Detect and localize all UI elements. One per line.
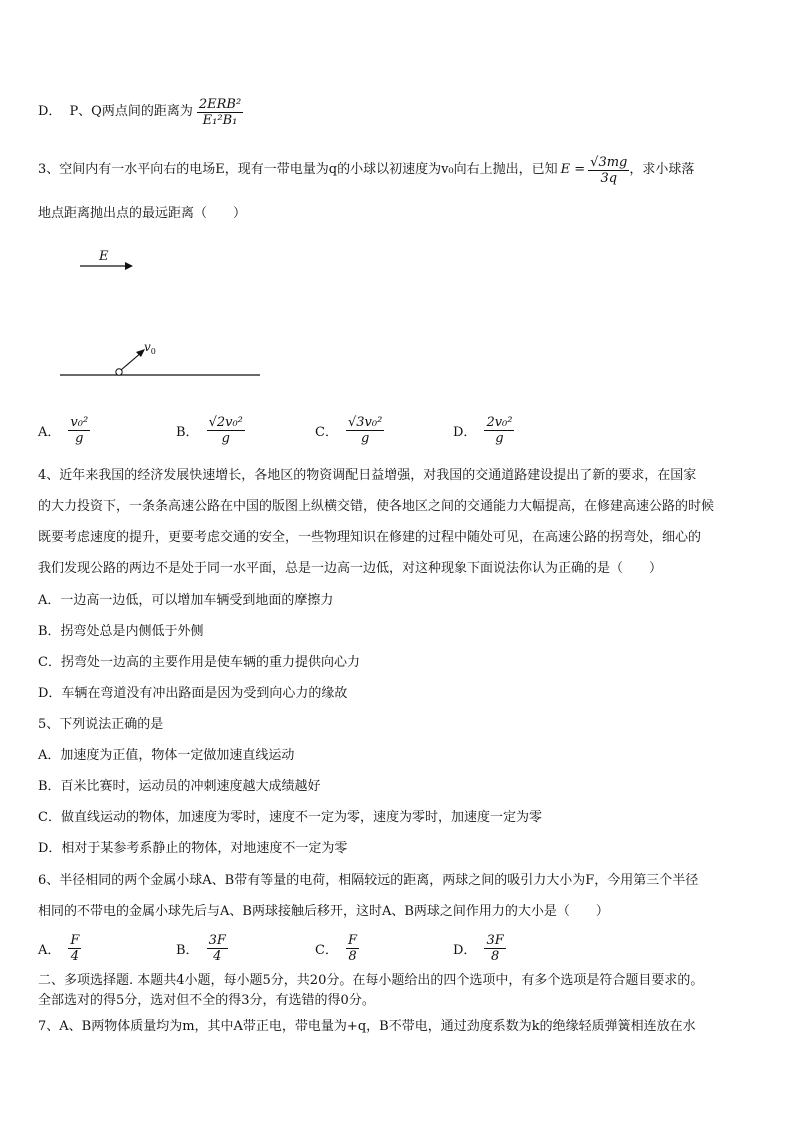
fraction-denominator: 8 [490, 948, 500, 964]
field-label: E [99, 249, 109, 264]
velocity-label: $v_0$ [144, 340, 156, 356]
option-fraction [484, 933, 505, 964]
fraction-denominator: g [360, 430, 370, 446]
q3-stem-line1 [38, 150, 694, 190]
fraction-numerator: √2v₀² [208, 414, 243, 430]
q6-options [38, 928, 756, 968]
q6-option-a[interactable] [38, 928, 81, 968]
q4-stem-line: 我们发现公路的两边不是处于同一水平面，总是一边高一边低，对这种现象下面说法你认为正确的是（ ） [38, 561, 663, 576]
q6-option-d[interactable] [453, 928, 506, 968]
option-label: D． [453, 424, 477, 440]
q3-option-d[interactable] [453, 410, 514, 450]
fraction-numerator: F [70, 932, 80, 948]
section-heading: 二、多项选择题. 本题共4小题，每小题5分，共20分。在每小题给出的四个选项中，有多个选项是符合题目要求的。 [38, 973, 704, 988]
option-label: A． [38, 424, 61, 440]
q7-stem-line: 7、A、B两物体质量均为m，其中A带正电，带电量为+q，B不带电，通过劲度系数为k的绝缘轻质弹簧相连放在水 [38, 1019, 696, 1034]
fraction-denominator: 4 [213, 948, 222, 964]
q3-option-a[interactable] [38, 410, 90, 450]
fraction-denominator: 3q [600, 170, 618, 186]
q5-option-a[interactable]: A．加速度为正值，物体一定做加速直线运动 [38, 748, 295, 763]
fraction-numerator: 2v₀² [486, 414, 513, 430]
option-label: D． [453, 942, 477, 958]
q4-stem-line: 的大力投资下，一条条高速公路在中国的版图上纵横交错，使各地区之间的交通能力大幅提高，在修建高速公路的时候 [38, 499, 715, 514]
fraction-numerator: √3v₀² [347, 414, 383, 430]
option-label: C． [315, 424, 338, 440]
q4-option-c[interactable]: C．拐弯处一边高的主要作用是使车辆的重力提供向心力 [38, 655, 360, 670]
q6-stem-line: 6、半径相同的两个金属小球A、B带有等量的电荷，相隔较远的距离，两球之间的吸引力大小为F，今用第三个半径 [38, 873, 699, 888]
q5-option-d[interactable]: D．相对于某参考系静止的物体，对地速度不一定为零 [38, 841, 348, 856]
fraction-denominator: g [75, 430, 84, 446]
fraction-denominator: g [221, 430, 230, 446]
option-label: B． [176, 424, 199, 440]
q6-option-b[interactable] [176, 928, 228, 968]
fraction-numerator: √3mg [590, 154, 628, 170]
option-text: P、Q两点间的距离为 [69, 104, 193, 119]
fraction-numerator: 3F [208, 932, 226, 948]
q3-figure [50, 240, 280, 390]
fraction-numerator: v₀² [70, 414, 89, 430]
q3-options [38, 410, 756, 450]
option-fraction [346, 415, 384, 446]
q5-stem: 5、下列说法正确的是 [38, 717, 164, 732]
option-fraction [346, 933, 359, 964]
fraction-denominator: g [495, 430, 504, 446]
option-fraction [68, 933, 81, 964]
option-label: B． [176, 942, 199, 958]
q3-option-b[interactable] [176, 410, 245, 450]
q5-option-c[interactable]: C．做直线运动的物体，加速度为零时，速度不一定为零，速度为零时，加速度一定为零 [38, 810, 542, 825]
fraction-numerator: 2ERB² [198, 96, 242, 112]
section-note: 全部选对的得5分，选对但不全的得3分，有选错的得0分。 [38, 993, 375, 1008]
q3-option-c[interactable] [315, 410, 384, 450]
q3-text-pre: 3、空间内有一水平向右的电场E，现有一带电量为q的小球以初速度为v₀向右上抛出，已知 [38, 162, 558, 177]
option-fraction [207, 933, 228, 964]
q4-stem-line: 既要考虑速度的提升，更要考虑交通的安全，一些物理知识在修建的过程中随处可见，在高速公路的拐弯处，细心的 [38, 530, 702, 545]
option-label: C． [315, 942, 338, 958]
q3-text-post: ，求小球落 [629, 162, 695, 177]
q4-option-b[interactable]: B．拐弯处总是内侧低于外侧 [38, 624, 204, 639]
q6-stem-line: 相同的不带电的金属小球先后与A、B两球接触后移开，这时A、B两球之间作用力的大小是（ ） [38, 904, 609, 919]
q4-stem-line: 4、近年来我国的经济发展快速增长，各地区的物资调配日益增强，对我国的交通道路建设提出了新的要求，在国家 [38, 468, 697, 483]
option-fraction [484, 415, 514, 446]
fraction-denominator: 4 [70, 948, 80, 964]
q3-stem-line2: 地点距离抛出点的最远距离（ ） [38, 206, 247, 221]
option-fraction [68, 415, 90, 446]
fraction-denominator: 8 [348, 948, 357, 964]
q6-option-c[interactable] [315, 928, 359, 968]
option-fraction [207, 415, 245, 446]
option-label: D． [38, 104, 62, 119]
q4-option-d[interactable]: D．车辆在弯道没有冲出路面是因为受到向心力的缘故 [38, 686, 348, 701]
q3-formula-fraction [588, 155, 629, 186]
fraction-numerator: F [347, 932, 357, 948]
q3-formula-lhs: E = [560, 162, 586, 177]
option-fraction [197, 97, 243, 128]
q2-option-d [38, 92, 243, 132]
fraction-denominator: E₁²B₁ [202, 112, 238, 128]
option-label: A． [38, 942, 61, 958]
q4-option-a[interactable]: A．一边高一边低，可以增加车辆受到地面的摩擦力 [38, 593, 334, 608]
q5-option-b[interactable]: B．百米比赛时，运动员的冲刺速度越大成绩越好 [38, 779, 321, 794]
fraction-numerator: 3F [486, 932, 504, 948]
velocity-arrow [121, 349, 145, 370]
